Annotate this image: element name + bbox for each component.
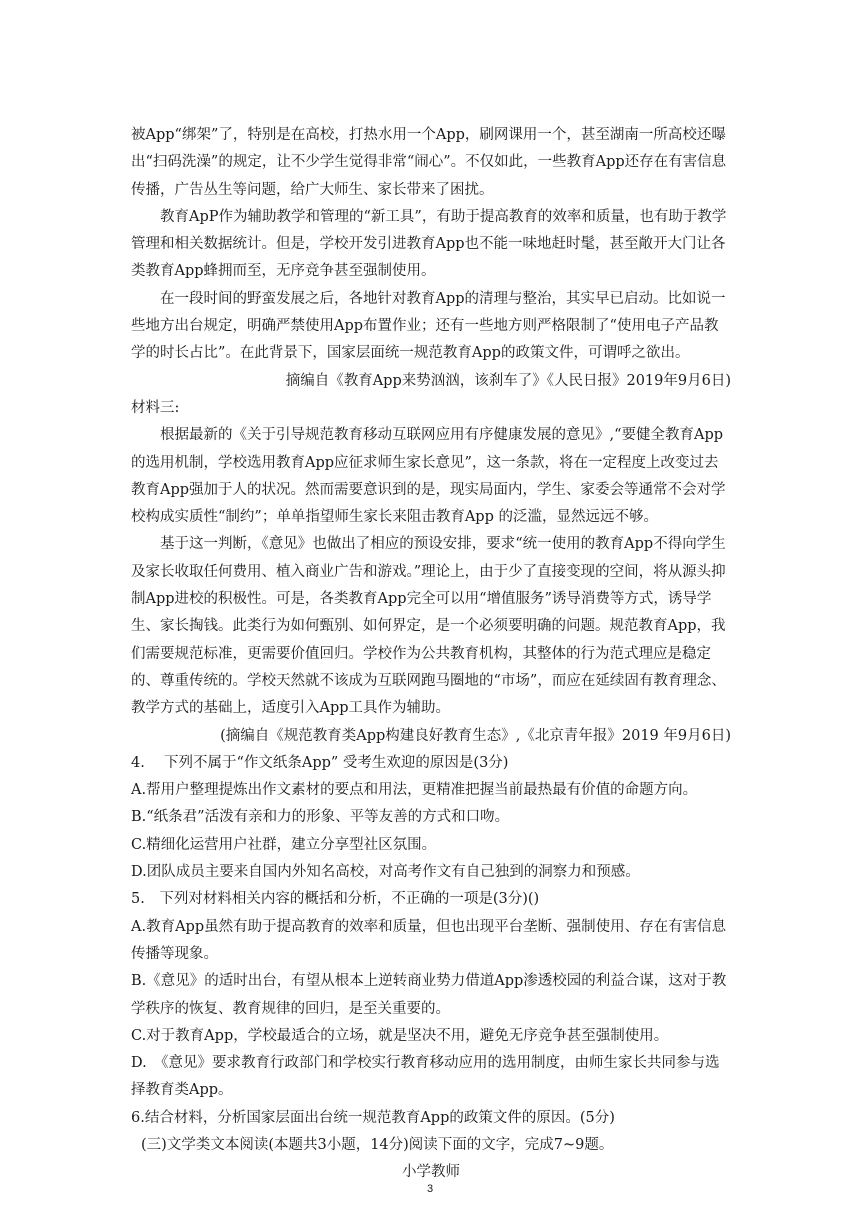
story-title: 小学教师	[402, 1164, 460, 1181]
page-number: 3	[426, 1183, 434, 1195]
question-4-stem: 4. 下列不属于“作文纸条App” 受考生欢迎的原因是(3分)	[131, 754, 509, 771]
question-4-option-d: D.团队成员主要来自国内外知名高校，对高考作文有自己独到的洞察力和预感。	[131, 864, 640, 881]
material-3-label: 材料三:	[131, 399, 180, 416]
material-3-source: (摘编自《规范教育类App构建良好教育生态》,《北京青年报》2019 年9月6日)	[220, 727, 731, 744]
question-4-option-a: A.帮用户整理提炼出作文素材的要点和用法，更精准把握当前最热最有价值的命题方向。	[131, 782, 698, 799]
question-5-stem: 5. 下列对材料相关内容的概括和分析，不正确的一项是(3分)()	[131, 891, 540, 908]
question-5-option-d: D. 《意见》要求教育行政部门和学校实行教育移动应用的选用制度，由师生家长共同参与选择教育类App。	[131, 1055, 720, 1099]
exam-page-content	[131, 122, 731, 1187]
passage-continuation: 被App“绑架”了，特别是在高校，打热水用一个App，刷网课用一个，甚至湖南一所高校还曝出“扫码洗澡”的规定，让不少学生觉得非常“闹心”。不仅如此，一些教育App还存在有害信息传播，广告丛生等问题，给广大师生、家长带来了困扰。	[131, 127, 727, 198]
section-3-heading: (三)文学类文本阅读(本题共3小题，14分)阅读下面的文字，完成7~9题。	[141, 1136, 614, 1153]
question-6-stem: 6.结合材料，分析国家层面出台统一规范教育App的政策文件的原因。(5分)	[131, 1109, 615, 1126]
question-4-option-c: C.精细化运营用户社群，建立分享型社区氛围。	[131, 836, 437, 853]
material-3-paragraph-2: 基于这一判断，《意见》也做出了相应的预设安排，要求“统一使用的教育App不得向学生及家长收取任何费用、植入商业广告和游戏。”理论上，由于少了直接变现的空间，将从源头抑制App进校的积极性。可是，各类教育App完全可以用“增值服务”诱导消费等方式，诱导学生、家长掏钱。此类行为如何甄别、如何界定，是一个必须要明确的问题。规范教育App，我们需要规范标准，更需要价值回归。学校作为公共教育机构，其整体的行为范式理应是稳定的、尊重传统的。学校天然就不该成为互联网跑马圈地的“市场”，而应在延续固有教育理念、教学方式的基础上，适度引入App工具作为辅助。	[131, 536, 726, 717]
question-5-option-c: C.对于教育App，学校最适合的立场，就是坚决不用，避免无序竞争甚至强制使用。	[131, 1027, 669, 1044]
question-5-option-a: A.教育App虽然有助于提高教育的效率和质量，但也出现平台垄断、强制使用、存在有害信息传播等现象。	[131, 918, 727, 962]
passage-paragraph-2: 教育ApP作为辅助教学和管理的“新工具”，有助于提高教育的效率和质量，也有助于教学管理和相关数据统计。但是，学校开发引进教育App也不能一味地赶时髦，甚至敞开大门让各类教育App蜂拥而至，无序竞争甚至强制使用。	[131, 208, 727, 280]
material-2-source: 摘编自《教育App来势汹汹，该刹车了》《人民日报》2019年9月6日)	[285, 372, 731, 389]
passage-paragraph-3: 在一段时间的野蛮发展之后，各地针对教育App的清理与整治，其实早已启动。比如说一些地方出台规定，明确严禁使用App布置作业；还有一些地方则严格限制了“使用电子产品教学的时长占比”。在此背景下，国家层面统一规范教育App的政策文件，可谓呼之欲出。	[131, 290, 726, 362]
question-5-option-b: B.《意见》的适时出台，有望从根本上逆转商业势力借道App渗透校园的利益合谋，这对于教学秩序的恢复、教育规律的回归，是至关重要的。	[131, 973, 727, 1017]
material-3-paragraph-1: 根据最新的《关于引导规范教育移动互联网应用有序健康发展的意见》,“要健全教育App的选用机制，学校选用教育App应征求师生家长意见”，这一条款，将在一定程度上改变过去教育App强加于人的状况。然而需要意识到的是，现实局面内，学生、家委会等通常不会对学校构成实质性“制约”；单单指望师生家长来阻击教育App 的泛滥，显然远远不够。	[131, 427, 726, 526]
question-4-option-b: B.“纸条君”活泼有亲和力的形象、平等友善的方式和口吻。	[131, 809, 510, 826]
